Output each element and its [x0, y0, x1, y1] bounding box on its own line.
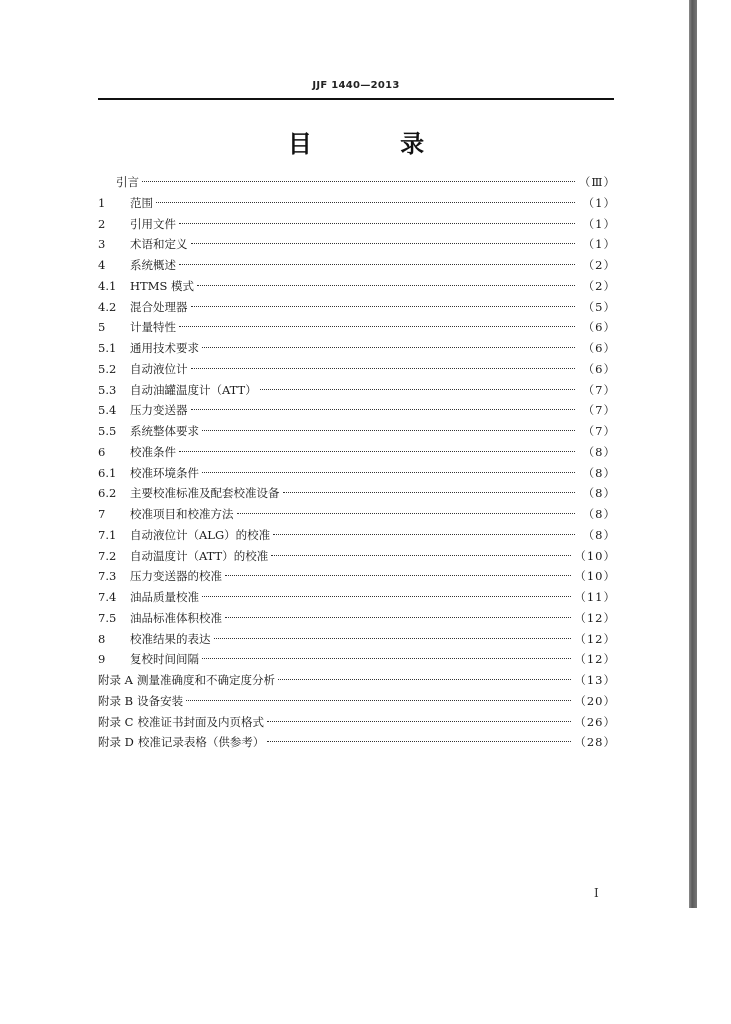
toc-entry[interactable]: [98, 317, 616, 338]
toc-entry-page: （Ⅲ）: [578, 175, 616, 189]
toc-entry-page: （7）: [582, 403, 616, 418]
toc-leader-dots: [225, 575, 571, 576]
toc-entry-number: 7.3: [98, 569, 117, 584]
toc-leader-dots: [191, 243, 576, 244]
toc-leader-dots: [179, 223, 575, 224]
toc-leader-dots: [156, 202, 575, 203]
toc-leader-dots: [273, 534, 575, 535]
toc-entry-number: 6.2: [98, 486, 117, 501]
toc-entry-page: （7）: [582, 382, 616, 397]
toc-entry-page: （10）: [574, 548, 616, 563]
toc-entry-number: 5.3: [98, 382, 117, 397]
toc-entry-page: （1）: [582, 237, 616, 252]
toc-entry-title: 自动液位计: [130, 361, 188, 376]
toc-entry-title: 压力变送器的校准: [130, 569, 222, 584]
toc-leader-dots: [237, 513, 576, 514]
toc-entry-title: HTMS 模式: [130, 278, 195, 293]
toc-entry-title: 测量准确度和不确定度分析: [136, 673, 275, 687]
toc-entry[interactable]: [98, 629, 616, 650]
toc-entry-page: （8）: [582, 507, 616, 521]
header-rule: [98, 98, 614, 100]
toc-entry[interactable]: [98, 442, 616, 463]
toc-entry-page: （26）: [574, 714, 616, 729]
toc-entry-number: 2: [98, 216, 106, 231]
toc-entry-title: 通用技术要求: [130, 341, 199, 355]
toc-entry-page: （28）: [574, 735, 616, 750]
toc-entry-page: （13）: [574, 673, 616, 687]
toc-entry-title: 主要校准标准及配套校准设备: [130, 486, 280, 501]
toc-entry[interactable]: [98, 546, 616, 567]
toc-entry-number: 4: [98, 258, 106, 272]
toc-entry-page: （12）: [574, 610, 616, 625]
toc-entry-number: 7: [98, 507, 106, 521]
toc-entry-page: （6）: [582, 320, 616, 335]
toc-entry-number: 1: [98, 195, 106, 210]
toc-entry-number: 附录 C: [98, 714, 134, 729]
toc-leader-dots: [202, 596, 571, 597]
toc-leader-dots: [267, 721, 571, 722]
toc-entry-number: 5.2: [98, 361, 117, 376]
toc-entry-title: 校准记录表格（供参考）: [137, 735, 265, 750]
toc-entry[interactable]: [98, 691, 616, 712]
toc-leader-dots: [283, 492, 576, 493]
toc-entry-title: 自动液位计（ALG）的校准: [130, 527, 271, 542]
toc-entry-page: （2）: [582, 278, 616, 293]
toc-entry-page: （8）: [582, 465, 616, 480]
toc-entry-number: 7.1: [98, 527, 117, 542]
toc-leader-dots: [186, 700, 571, 701]
toc-entry-page: （20）: [574, 693, 616, 708]
toc-entry-number: 7.5: [98, 610, 117, 625]
toc-entry-number: 8: [98, 631, 106, 646]
toc-entry[interactable]: [98, 566, 616, 587]
toc-entry-page: （7）: [582, 424, 616, 438]
toc-leader-dots: [197, 285, 575, 286]
toc-leader-dots: [142, 181, 575, 182]
toc-entry-title: 复校时间间隔: [130, 652, 199, 667]
toc-entry-title: 计量特性: [130, 320, 176, 335]
toc-entry-title: 术语和定义: [130, 237, 188, 252]
toc-entry-page: （1）: [582, 195, 616, 210]
toc-entry-number: 5.1: [98, 341, 117, 355]
toc-entry-number: 附录 A: [98, 673, 133, 687]
toc-entry-page: （8）: [582, 486, 616, 501]
toc-entry[interactable]: [98, 712, 616, 733]
toc-entry[interactable]: [98, 400, 616, 421]
toc-entry[interactable]: [98, 338, 616, 359]
toc-entry-title: 校准条件: [130, 444, 176, 459]
toc-entry-number: 6: [98, 444, 106, 459]
toc-leader-dots: [202, 658, 571, 659]
toc-entry-title: 校准项目和校准方法: [130, 507, 234, 521]
toc-entry-page: （5）: [582, 299, 616, 314]
toc-entry-title: 校准证书封面及内页格式: [137, 714, 264, 729]
toc-entry[interactable]: [98, 214, 616, 235]
toc-entry[interactable]: [98, 380, 616, 401]
toc-leader-dots: [202, 472, 575, 473]
toc-entry-number: 5.4: [98, 403, 117, 418]
toc-entry-title: 引用文件: [130, 216, 176, 231]
toc-entry[interactable]: [98, 504, 616, 525]
toc-leader-dots: [191, 306, 576, 307]
toc-entry-title: 校准结果的表达: [130, 631, 211, 646]
toc-entry[interactable]: [98, 359, 616, 380]
toc-entry-number: 9: [98, 652, 106, 667]
toc-entry[interactable]: [98, 297, 616, 318]
toc-entry-title: 压力变送器: [130, 403, 188, 418]
toc-entry-title: 自动温度计（ATT）的校准: [130, 548, 269, 563]
toc-entry-page: （10）: [574, 569, 616, 584]
toc-entry-page: （6）: [582, 341, 616, 355]
toc-entry[interactable]: [98, 608, 616, 629]
toc-leader-dots: [179, 326, 575, 327]
toc-leader-dots: [179, 451, 575, 452]
toc-entry[interactable]: [98, 649, 616, 670]
toc-entry[interactable]: [98, 525, 616, 546]
toc-entry-number: 3: [98, 237, 106, 252]
toc-entry-number: 7.2: [98, 548, 117, 563]
toc-leader-dots: [271, 555, 571, 556]
toc-entry[interactable]: [98, 587, 616, 608]
toc-leader-dots: [202, 347, 575, 348]
running-header: JJF 1440—2013: [312, 80, 400, 91]
toc-entry-page: （6）: [582, 361, 616, 376]
toc-entry-number: 5.5: [98, 424, 117, 438]
page-title: 目 录: [287, 130, 465, 158]
toc-leader-dots: [267, 741, 571, 742]
toc-entry-title: 混合处理器: [130, 299, 188, 314]
toc-leader-dots: [191, 409, 576, 410]
toc-entry-title: 引言: [116, 175, 139, 189]
toc-entry[interactable]: [98, 670, 616, 691]
toc-entry-title: 设备安装: [137, 693, 184, 708]
toc-entry-number: 5: [98, 320, 106, 335]
toc-entry-page: （11）: [574, 590, 616, 604]
toc-entry-number: 4.1: [98, 278, 117, 293]
toc-entry-title: 系统概述: [130, 258, 176, 272]
toc-leader-dots: [278, 679, 571, 680]
toc-entry-page: （8）: [582, 444, 616, 459]
toc-entry-page: （2）: [582, 258, 616, 272]
toc-entry-number: 附录 B: [98, 693, 134, 708]
toc-entry-page: （1）: [582, 216, 616, 231]
toc-entry-title: 油品标准体积校准: [130, 610, 222, 625]
toc-leader-dots: [225, 617, 571, 618]
toc-entry[interactable]: [98, 255, 616, 276]
toc-entry-number: 附录 D: [98, 735, 134, 750]
table-of-contents: [98, 172, 616, 753]
toc-entry[interactable]: [98, 276, 616, 297]
toc-entry[interactable]: [98, 172, 616, 193]
toc-entry-number: 4.2: [98, 299, 117, 314]
toc-entry-title: 油品质量校准: [130, 590, 199, 604]
toc-entry-title: 范围: [130, 195, 153, 210]
toc-leader-dots: [191, 368, 576, 369]
toc-entry[interactable]: [98, 193, 616, 214]
toc-entry[interactable]: [98, 234, 616, 255]
toc-entry-title: 自动油罐温度计（ATT）: [130, 382, 257, 397]
page-number: I: [594, 886, 599, 900]
toc-entry-title: 校准环境条件: [130, 465, 199, 480]
toc-entry-title: 系统整体要求: [130, 424, 199, 438]
toc-leader-dots: [214, 638, 572, 639]
toc-entry-number: 7.4: [98, 590, 117, 604]
toc-leader-dots: [179, 264, 575, 265]
toc-leader-dots: [202, 430, 575, 431]
toc-entry[interactable]: [98, 483, 616, 504]
toc-entry[interactable]: [98, 732, 616, 753]
toc-entry-page: （12）: [574, 631, 616, 646]
toc-entry[interactable]: [98, 463, 616, 484]
toc-entry[interactable]: [98, 421, 616, 442]
toc-entry-page: （12）: [574, 652, 616, 667]
toc-leader-dots: [260, 389, 575, 390]
toc-entry-page: （8）: [582, 527, 616, 542]
toc-entry-number: 6.1: [98, 465, 117, 480]
